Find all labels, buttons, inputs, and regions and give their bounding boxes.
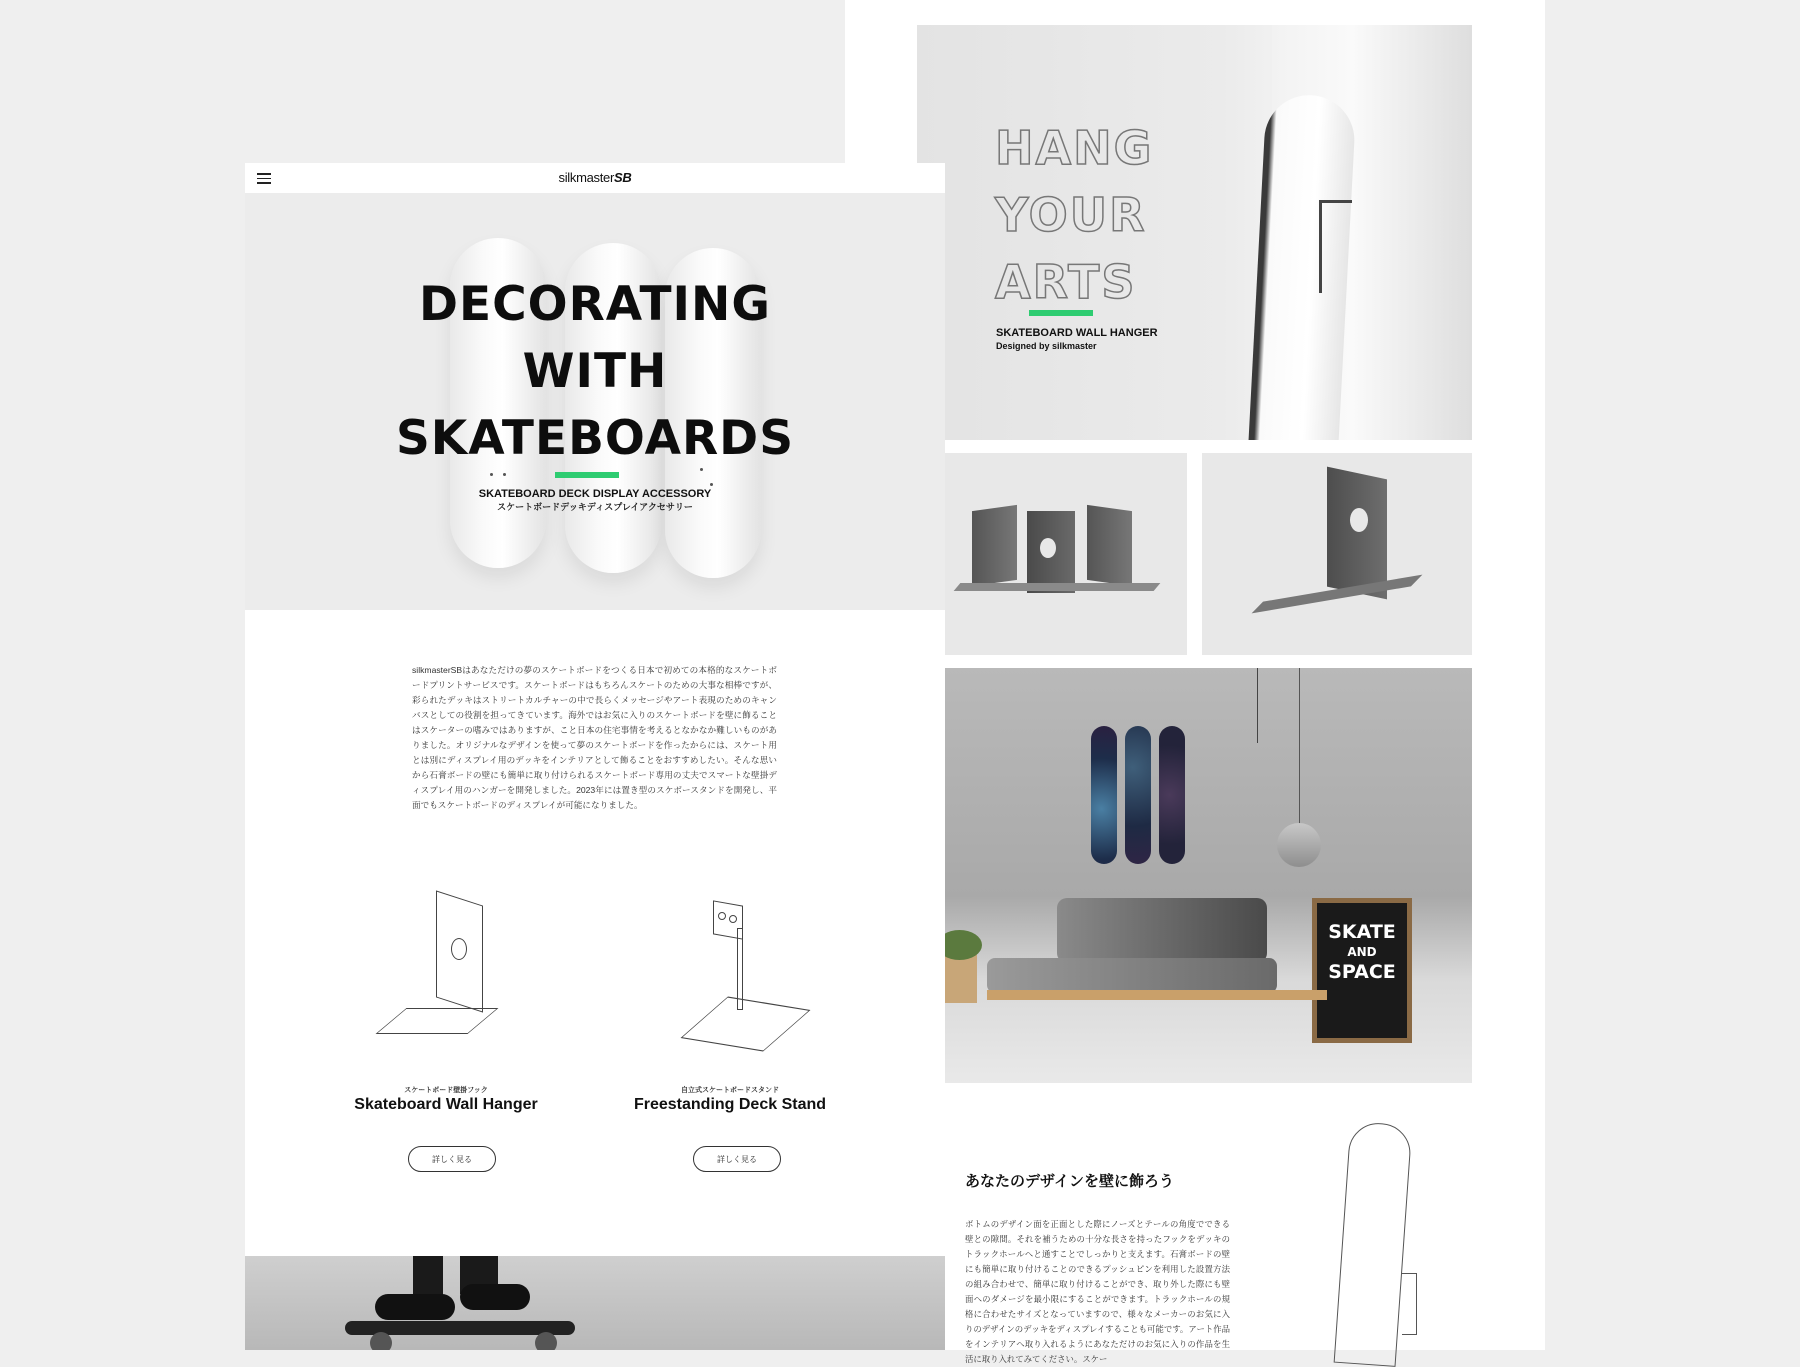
lamp-cord — [1299, 668, 1300, 828]
outline-line-1: HANG — [995, 121, 1154, 175]
hanger-base — [954, 583, 1161, 591]
sofa-back — [1057, 898, 1267, 963]
single-hanger-photo — [1202, 453, 1472, 655]
outline-line-3: ARTS — [995, 255, 1137, 309]
plant-pot — [942, 953, 977, 1003]
pendant-lamp — [1277, 823, 1321, 867]
hero-title-line-1: DECORATING — [419, 277, 771, 332]
hanger-hole — [1040, 538, 1056, 558]
left-page — [245, 163, 945, 1350]
hero-section — [245, 193, 945, 610]
hero-title-line-2: WITH — [522, 344, 668, 399]
skater-photo — [245, 1256, 945, 1350]
lamp-cord — [1257, 668, 1258, 743]
hang-designer: Designed by silkmaster — [996, 341, 1097, 351]
deck-stand-details-button[interactable]: 詳しく見る — [693, 1146, 781, 1172]
skate-and-space-poster — [1317, 903, 1407, 1038]
skater-shoe — [460, 1284, 530, 1310]
top-nav-bar — [245, 163, 945, 193]
accent-bar — [1029, 310, 1093, 316]
hanger-hole — [1350, 508, 1368, 532]
hero-subtitle-jp: スケートボードデッキディスプレイアクセサリー — [497, 502, 693, 512]
space-deck — [1159, 726, 1185, 864]
wall-hanger-illustration — [381, 898, 511, 1043]
brand-name-prefix: silkmaster — [558, 170, 615, 185]
outline-line-2: YOUR — [995, 188, 1147, 242]
space-deck — [1125, 726, 1151, 864]
living-room-photo — [917, 668, 1472, 1083]
hanger-plate — [1327, 467, 1387, 600]
hero-title — [245, 271, 945, 472]
hanger-plate — [972, 505, 1017, 586]
space-deck — [1091, 726, 1117, 864]
wall-hanger-details-button[interactable]: 詳しく見る — [408, 1146, 496, 1172]
poster-line-1: SKATE — [1328, 921, 1396, 943]
skater-shoe — [375, 1294, 455, 1320]
product-kicker: 自立式スケートボードスタンド — [681, 1087, 779, 1094]
wall-hook — [1319, 200, 1352, 293]
brand-logo[interactable] — [245, 170, 945, 185]
sofa-seat — [987, 958, 1277, 993]
deck-stand-illustration — [685, 898, 815, 1058]
hang-your-arts-panel — [917, 25, 1472, 440]
sofa-frame — [987, 990, 1327, 1000]
intro-text: silkmasterSBはあなただけの夢のスケートボードをつくる日本で初めての本格的なスケートボードプリントサービスです。スケートボードはもちろんスケートのための大事な相棒ですが、彩られたデッキはストリートカルチャーの中で長らくメッセージやアート表現のためのキャンバスとしての役割を担ってきています。海外ではお気に入りのスケートボードを壁に飾ることはスケーターの嗜みではありますが、こと日本の住宅事情を考えるとなかなか難しいものがありました。オリジナルなデザインを使って夢のスケートボードを作ったからには、スケート用とは別にディスプレイ用のデッキをインテリアとして飾ることをおすすめしたい。そんな思いから石膏ボードの壁にも簡単に取り付けられるスケートボード専用の丈夫でスマートな壁掛ディスプレイ用のハンガーを開発しました。2023年には置き型のスケボースタンドを開発し、平面でもスケートボードのディスプレイが可能になりました。 — [412, 665, 777, 810]
section-heading: あなたのデザインを壁に飾ろう — [965, 1173, 1174, 1190]
product-name: Freestanding Deck Stand — [633, 1096, 827, 1113]
product-kicker: スケートボード壁掛フック — [404, 1087, 488, 1094]
poster-line-2: AND — [1347, 945, 1377, 959]
product-name: Skateboard Wall Hanger — [354, 1096, 538, 1113]
section-body: ボトムのデザイン面を正面とした際にノーズとテールの角度でできる壁との隙間。それを補うための十分な長さを持ったフックをデッキのトラックホールへと通すことでしっかりと支えます。石膏ボードの壁にも簡単に取り付けることのできるプッシュピンを利用した設置方法の組み合わせで、簡単に取り付けることができ、取り外した際にも壁面へのダメージを最小限にすることができます。トラックホールの規格に合わせたサイズとなっていますので、様々なメーカーのお気に入りのデザインのデッキをディスプレイすることも可能です。アート作品をインテリアへ取り入れるようにあなただけのお気に入りの作品を生活に取り入れてみてください。スケー — [965, 1219, 1230, 1364]
poster-frame — [1312, 898, 1412, 1043]
hero-accent-bar — [555, 472, 619, 478]
poster-line-3: SPACE — [1328, 961, 1396, 983]
hang-product-name: SKATEBOARD WALL HANGER — [996, 327, 1158, 339]
brand-name-suffix: SB — [614, 170, 632, 185]
hanger-trio-photo — [917, 453, 1187, 655]
hero-subtitle-en: SKATEBOARD DECK DISPLAY ACCESSORY — [478, 488, 712, 500]
hero-title-line-3: SKATEBOARDS — [395, 411, 795, 466]
deck-line-drawing — [1322, 1123, 1432, 1350]
hanger-plate — [1087, 505, 1132, 586]
